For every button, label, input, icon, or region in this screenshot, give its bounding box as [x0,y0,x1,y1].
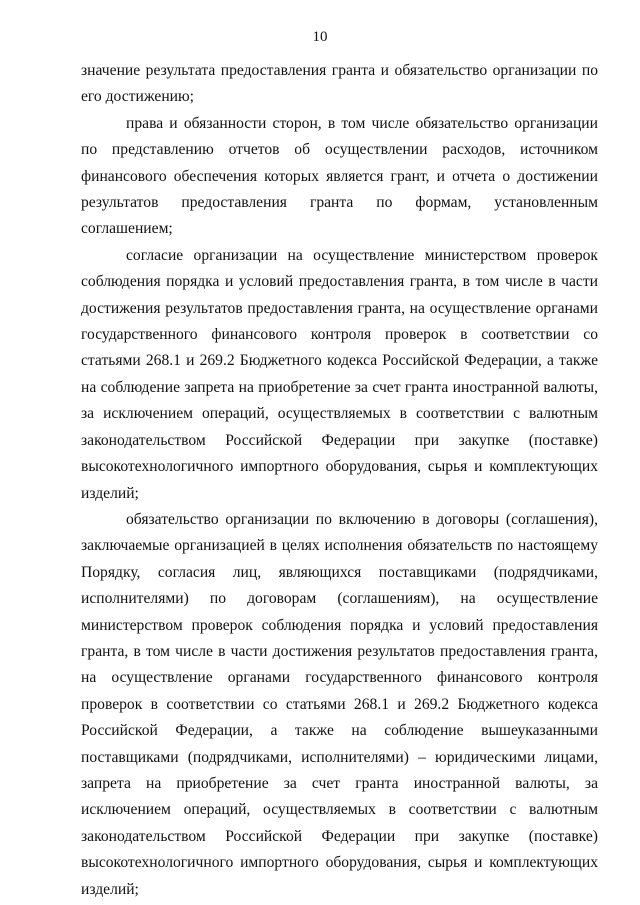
document-body [81,58,598,903]
paragraph-rights-obligations: права и обязанности сторон, в том числе обязательство организации по представлению отчетов об осуществлении расходов, источником финансового обеспечения которых является грант, и отчета о достижении результатов предоставления гранта по формам, установленным соглашением; [81,114,598,238]
page-number: 10 [312,29,328,45]
paragraph-contract-obligation: обязательство организации по включению в договоры (соглашения), заключаемые организацией в целях исполнения обязательств по настоящему Порядку, согласия лиц, являющихся поставщиками (подрядчиками, исполнителями) по договорам (соглашениям), на осуществление министерством проверок соблюдения порядка и условий предоставления гранта, в том числе в части достижения результатов предоставления гранта, на осуществление органами государственного финансового контроля проверок в соответствии со статьями 268.1 и 269.2 Бюджетного кодекса Российской Федерации, а также на соблюдение вышеуказанными поставщиками (подрядчиками, исполнителями) – юридическими лицами, запрета на приобретение за счет гранта иностранной валюты, за исключением операций, осуществляемых в соответствии с валютным законодательством Российской Федерации при закупке (поставке) высокотехнологичного импортного оборудования, сырья и комплектующих изделий; [81,510,598,898]
paragraph-result-value: значение результата предоставления гранта и обязательство организации по его достижению; [81,62,598,106]
paragraph-organization-consent: согласие организации на осуществление министерством проверок соблюдения порядка и условий предоставления гранта, в том числе в части достижения результатов предоставления гранта, на осуществление органами государственного финансового контроля проверок в соответствии со статьями 268.1 и 269.2 Бюджетного кодекса Российской Федерации, а также на соблюдение запрета на приобретение за счет гранта иностранной валюты, за исключением операций, осуществляемых в соответствии с валютным законодательством Российской Федерации при закупке (поставке) высокотехнологичного импортного оборудования, сырья и комплектующих изделий; [81,246,598,502]
